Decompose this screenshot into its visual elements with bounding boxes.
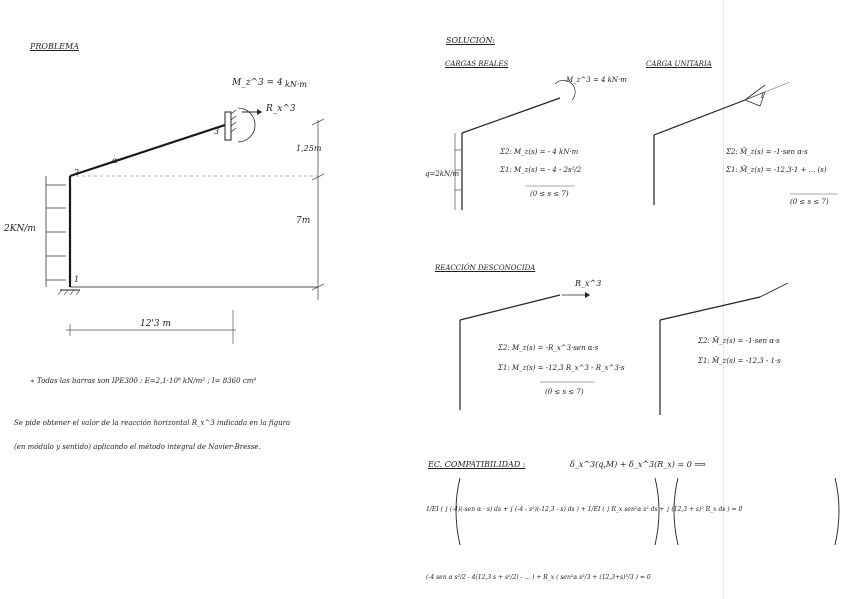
real-eq-2: Σ1: M_z(s) = - 4 - 2s²/2 [500, 166, 582, 174]
integral-line-1: 1/EI ( ∫ (-4)(-sen α · s) ds + ∫ (-4 - s²)(-12,3 - s) ds ) + 1/EI ( ∫ R_x sen²α s² ds + ∫ (12,3 + s)² R_x ds ) = 0 [426, 506, 743, 513]
case-virtual-title: CARGA UNITARIA [646, 60, 712, 68]
redundant-eq-3: (0 ≤ s ≤ 7) [545, 388, 584, 396]
integral-line-2: (-4 sen α s²/2 - 4(12,3 s + s²/2) - ... ) + R_x ( sen²α s³/3 + (12,3+s)³/3 ) = 0 [426, 574, 651, 581]
real-eq-3: (0 ≤ s ≤ 7) [530, 190, 569, 198]
unit-force-label: 1 [760, 92, 765, 100]
virtual-eq-3: (0 ≤ s ≤ 7) [790, 198, 829, 206]
case-real-title: CARGAS REALES [445, 60, 509, 68]
unit-redundant-eq-1: Σ2: M̄_z(s) = -1·sen α·s [698, 337, 780, 345]
redundant-title: REACCIÓN DESCONOCIDA [435, 264, 536, 272]
problem-title: PROBLEMA [30, 42, 79, 51]
dim-height: 7m [296, 216, 311, 226]
real-eq-1: Σ2: M_z(s) = - 4 kN·m [500, 148, 579, 156]
compatibility-equation: δ_x^3(q,M) + δ_x^3(R_x) = 0 ⟹ [570, 460, 706, 469]
properties-line: ∗ Todas las barras son IPE300 : E=2,1·10⁸ kN/m² ; I= 8360 cm⁴ [30, 377, 257, 385]
real-moment-label: M_z^3 = 4 kN·m [566, 76, 627, 84]
node-1-label: 1 [74, 275, 80, 284]
moment-label: M_z^3 = 4 [232, 78, 283, 88]
alpha-label: α [112, 156, 118, 165]
virtual-eq-2: Σ1: M̄_z(s) = -12,3·1 + ... (s) [726, 166, 827, 174]
redundant-eq-2: Σ1: M_z(s) = -12,3 R_x^3 - R_x^3·s [498, 364, 625, 372]
node-2-label: 2 [74, 168, 80, 177]
unit-redundant-eq-2: Σ1: M̄_z(s) = -12,3 - 1·s [698, 357, 781, 365]
redundant-force-label: R_x^3 [575, 279, 602, 288]
statement-line-2: (en módulo y sentido) aplicando el método integral de Navier-Bresse. [14, 443, 261, 451]
node-3-label: 3 [214, 127, 220, 136]
compatibility-title: EC. COMPATIBILIDAD : [428, 460, 526, 469]
force-label: R_x^3 [266, 104, 296, 114]
real-load-label: q=2kN/m [425, 170, 460, 178]
statement-line-1: Se pide obtener el valor de la reacción horizontal R_x^3 indicada en la figura [14, 419, 291, 427]
dim-height-top: 1,25m [296, 144, 322, 153]
virtual-eq-1: Σ2: M̄_z(s) = -1·sen α·s [726, 148, 808, 156]
load-label: 2KN/m [4, 224, 36, 234]
redundant-eq-1: Σ2: M_z(s) = -R_x^3·sen α·s [498, 344, 599, 352]
dim-length: 12'3 m [140, 319, 172, 329]
moment-unit: kN·m [285, 80, 307, 89]
solution-title: SOLUCIÓN: [446, 36, 495, 45]
